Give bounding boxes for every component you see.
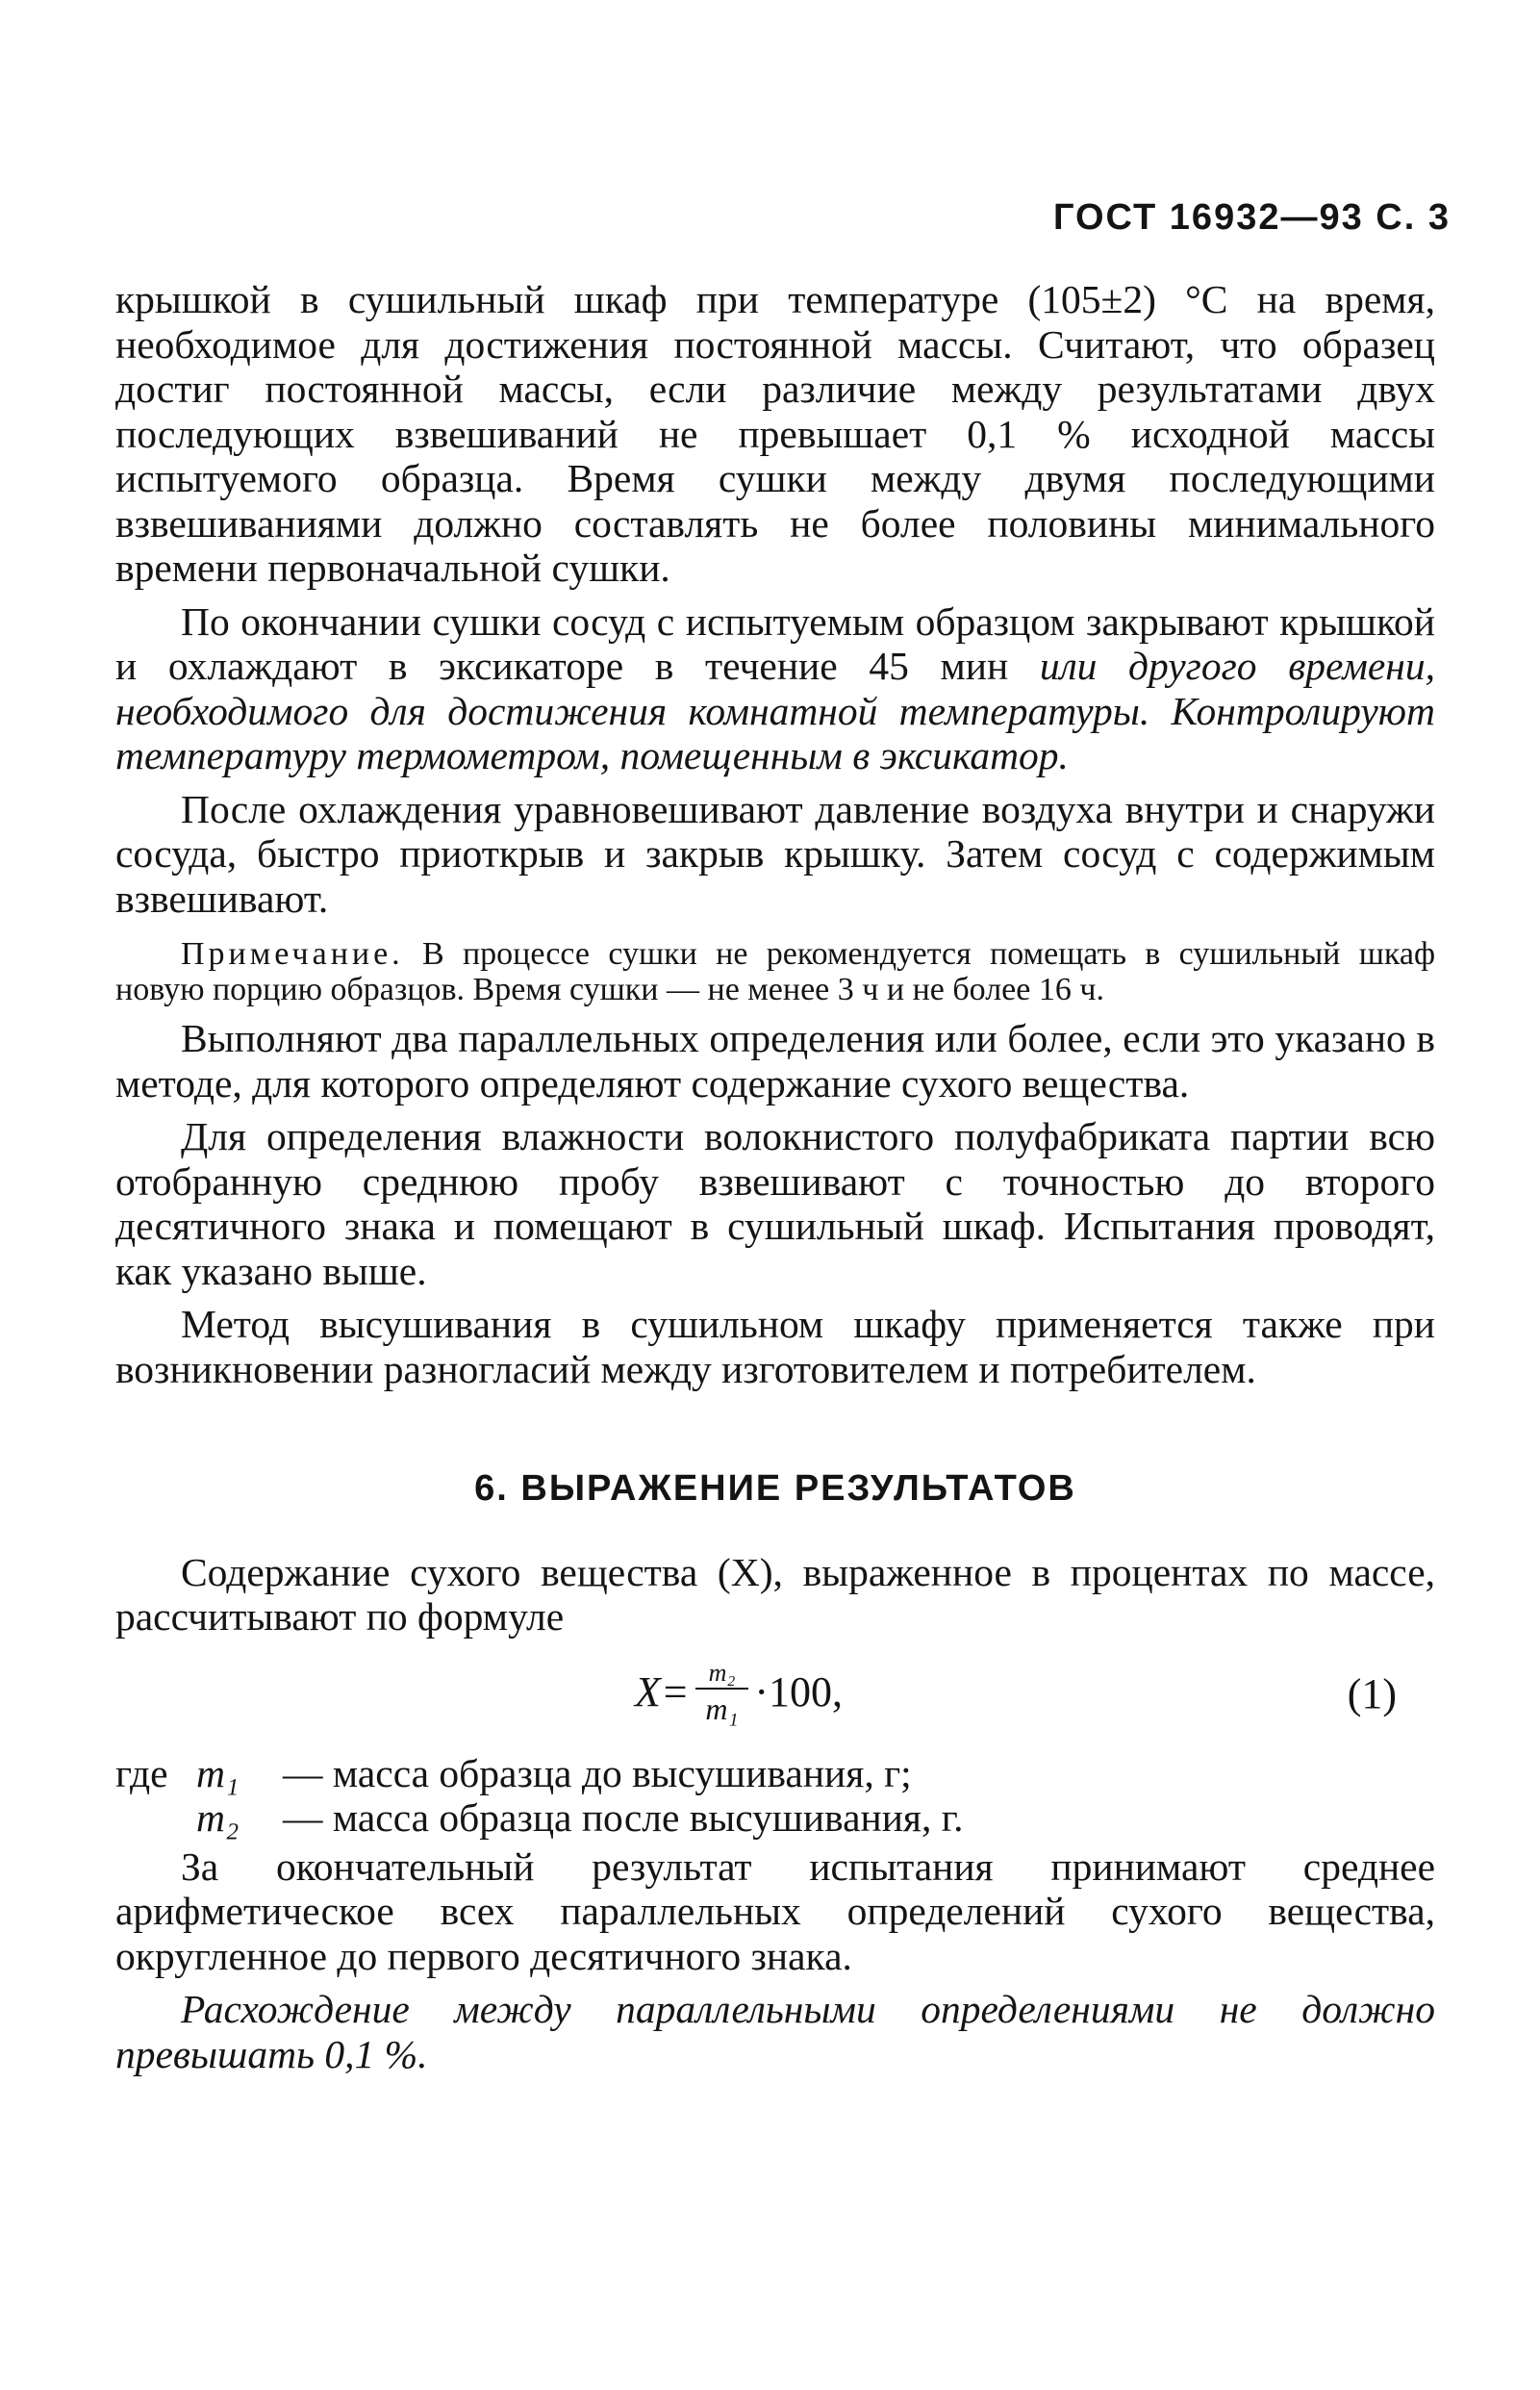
paragraph-parallel: Выполняют два параллельных определения или более, если это указано в методе, для которого определяют содержание сухого вещества. (115, 1016, 1435, 1106)
legend-m1 (115, 1751, 1435, 1796)
formula (635, 1645, 843, 1742)
paragraph-cooling (115, 599, 1435, 778)
legend-m2-text: — масса образца после высушивания, г. (283, 1795, 964, 1840)
legend-label: где (115, 1750, 168, 1795)
note-text: В процессе сушки не рекомендуется помещать в сушильный шкаф новую порцию образцов. Время сушки — не менее 3 ч и не более 16 ч. (115, 936, 1435, 1007)
legend-m1-text: — масса образца до высушивания, г; (283, 1750, 912, 1795)
formula-fraction (695, 1659, 749, 1728)
page-header: ГОСТ 16932—93 С. 3 (1052, 197, 1451, 238)
legend-m2 (115, 1795, 1435, 1841)
legend-m1-symbol: m₁ (196, 1750, 240, 1795)
section-intro: Содержание сухого вещества (X), выраженное в процентах по массе, рассчитывают по формуле (115, 1549, 1435, 1639)
formula-block (115, 1645, 1435, 1751)
paragraph-cooling-text: По окончании сушки сосуд с испытуемым образцом закрывают крышкой и охлаждают в эксикаторе в течение 45 мин (115, 598, 1435, 688)
paragraph-cooling-italic: или другого времени, необходимого для достижения комнатной температуры. Контролируют температуру термометром, помещенным в эксикатор. (115, 644, 1435, 777)
note-label: Примечание. (181, 936, 404, 972)
paragraph-method: Метод высушивания в сушильном шкафу применяется также при возникновении разногласий между изготовителем и потребителем. (115, 1302, 1435, 1391)
paragraph-divergence: Расхождение между параллельными определениями не должно превышать 0,1 %. (115, 1987, 1435, 2076)
legend-m2-symbol: m₂ (196, 1795, 240, 1840)
section-title: 6. ВЫРАЖЕНИЕ РЕЗУЛЬТАТОВ (474, 1468, 1076, 1509)
paragraph-moisture: Для определения влажности волокнистого полуфабриката партии всю отобранную среднюю пробу взвешивают с точностью до второго десятичного знака и помещают в сушильный шкаф. Испытания проводят, как указано выше. (115, 1114, 1435, 1293)
paragraph-final-result: За окончательный результат испытания принимают среднее арифметическое всех параллельных определений сухого вещества, округленное до первого десятичного знака. (115, 1843, 1435, 1978)
formula-tail: ·100, (754, 1668, 844, 1716)
note (115, 936, 1435, 1007)
formula-numerator: m₂ (695, 1659, 749, 1690)
formula-lhs: X= (635, 1668, 690, 1716)
paragraph-drying: крышкой в сушильный шкаф при температуре (105±2) °С на время, необходимое для достижения постоянной массы. Считают, что образец достиг постоянной массы, если различие между результатами двух последующих взвешиваний не превышает 0,1 % исходной массы испытуемого образца. Время сушки между двумя последующими взвешиваниями должно составлять не более половины минимального времени первоначальной сушки. (115, 277, 1435, 590)
equation-number: (1) (1347, 1669, 1397, 1717)
document-body (115, 277, 1435, 2076)
paragraph-weighing: После охлаждения уравновешивают давление воздуха внутри и снаружи сосуда, быстро приоткрыв и закрыв крышку. Затем сосуд с содержимым взвешивают. (115, 786, 1435, 921)
formula-denominator: m₁ (705, 1691, 739, 1726)
